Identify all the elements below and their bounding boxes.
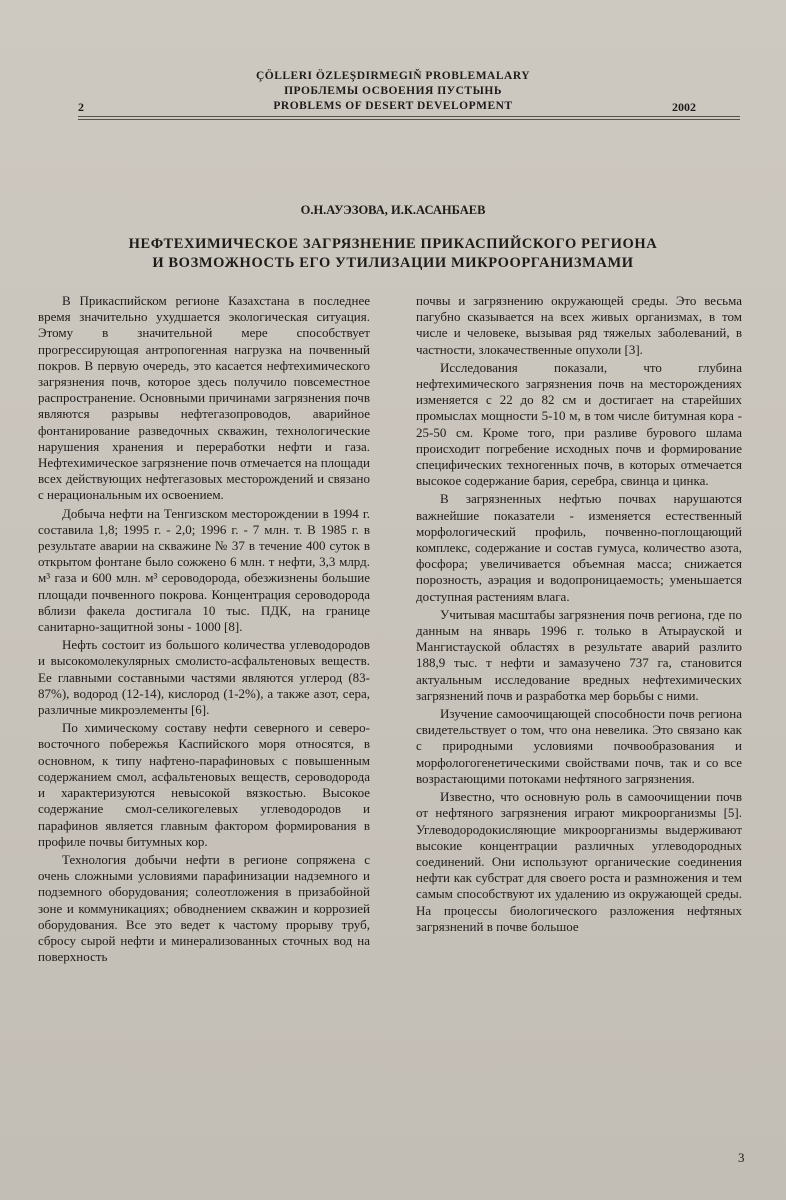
journal-name-russian: ПРОБЛЕМЫ ОСВОЕНИЯ ПУСТЫНЬ	[284, 85, 502, 97]
paragraph: Известно, что основную роль в самоочищении почв от нефтяного загрязнения играют микроорганизмы [5]. Углеводородокисляющие микроорганизмы выдерживают высокие концентрации различных углеводородных соединений. Они используют органические соединения нефти как субстрат для своего роста и размножения и тем самым способствуют их удалению из окружающей среды. На процессы биологического разложения нефтяных загрязнений в почве большое	[416, 789, 742, 934]
right-text-column	[416, 293, 742, 937]
header-rule-top	[78, 116, 740, 117]
paragraph: Технология добычи нефти в регионе сопряжена с очень сложными условиями парафинизации надземного и подземного оборудования; солеотложения в призабойной зоне и коммуникациях; обводнением скважин и коррозией оборудования. Все это ведет к частому прорыву труб, сбросу сырой нефти и минерализованных сточных вод на поверхность	[38, 851, 370, 965]
paragraph: Нефть состоит из большого количества углеводородов и высокомолекулярных смолисто-асфальтеновых веществ. Ее главными составными частями являются углерод (83-87%), водород (12-14), кислород (1-2%), а также азот, сера, различные микроэлементы [6].	[38, 637, 370, 718]
journal-name-turkmen: ÇÖLLERI ÖZLEŞDIRMEGIŇ PROBLEMALARY	[255, 70, 531, 82]
issue-year: 2002	[672, 100, 696, 114]
paragraph: Учитывая масштабы загрязнения почв региона, где по данным на январь 1996 г. только в Атырауской и Мангистауской областях в результате аварий разлито 188,9 тыс. т нефти и замазучено 737 га, становится актуальным исследование вредных нефтехимических загрязнений почв и разработка мер борьбы с ними.	[416, 606, 742, 703]
paragraph: Исследования показали, что глубина нефтехимического загрязнения почв на месторождениях изменяется с 22 до 82 см и достигает на старейших промыслах мощности 5-10 м, в том числе битумная кора - 25-50 см. Кроме того, при разливе бурового шлама происходит погребение исходных почв и формирование специфических техногенных почв, в которых отмечается высокое содержание бария, серебра, свинца и цинка.	[416, 359, 742, 489]
header-rule-bottom	[78, 119, 740, 120]
paragraph: В Прикаспийском регионе Казахстана в последнее время значительно ухудшается экологическая ситуация. Этому в значительной мере способствует прогрессирующая антропогенная нагрузка на почвенный покров. В первую очередь, это касается нефтехимического загрязнения почв, которое здесь получило повсеместное распространение. Основными причинами загрязнения почв являются разрывы нефтегазопроводов, аварийное фонтанирование разведочных скважин, технологические нарушения хранения и переработки нефти и газа. Нефтехимическое загрязнение почв отмечается на площади всех действующих нефтегазовых месторождений и связано с нерациональным их освоением.	[38, 293, 370, 503]
issue-number: 2	[78, 100, 84, 114]
journal-name-english: PROBLEMS OF DESERT DEVELOPMENT	[273, 100, 513, 112]
article-authors: О.Н.АУЭЗОВА, И.К.АСАНБАЕВ	[300, 203, 486, 217]
page-number: 3	[738, 1150, 745, 1165]
paragraph: В загрязненных нефтью почвах нарушаются важнейшие показатели - изменяется естественный морфологический профиль, почвенно-поглощающий комплекс, содержание и состав гумуса, количество азота, фосфора; увеличивается объемная масса; снижается порозность, аэрация и водопроницаемость; уменьшается доступная растениям влага.	[416, 491, 742, 604]
paragraph: По химическому составу нефти северного и северо-восточного побережья Каспийского моря относятся, в основном, к типу нафтено-парафиновых с повышенным содержанием смол, асфальтеновых веществ, сероводорода и характеризуются невысокой вязкостью. Высокое содержание смол-селикогелевых углеводородов и парафинов является главным фактором формирования в профиле почвы битумных кор.	[38, 720, 370, 849]
paragraph: Изучение самоочищающей способности почв региона свидетельствует о том, что она невелика. Это связано как с природными условиями почвообразования и морфологогенетическими свойствами почв, так и со все возрастающими потоками нефтяного загрязнения.	[416, 706, 742, 786]
paragraph-continued: почвы и загрязнению окружающей среды. Это весьма пагубно сказывается на всех живых организмах, в том числе и человеке, вызывая ряд тяжелых заболеваний, в частности, злокачественные опухоли [3].	[416, 293, 742, 357]
paragraph: Добыча нефти на Тенгизском месторождении в 1994 г. составила 1,8; 1995 г. - 2,0; 1996 г. - 7 млн. т. В 1985 г. в результате аварии на скважине № 37 в течение 400 суток в открытом фонтане было сожжено 6 млн. т нефти, 3,3 млрд. м³ газа и 600 млн. м³ сероводорода, обезжизнены большие площади почвенного покрова. Концентрация сероводорода вблизи факела достигала 10 тыс. ПДК, на границе санитарно-защитной зоны - 1000 [8].	[38, 505, 370, 635]
article-title-line-2: И ВОЗМОЖНОСТЬ ЕГО УТИЛИЗАЦИИ МИКРООРГАНИЗМАМИ	[152, 255, 634, 271]
left-text-column	[38, 293, 370, 967]
article-title-line-1: НЕФТЕХИМИЧЕСКОЕ ЗАГРЯЗНЕНИЕ ПРИКАСПИЙСКОГО РЕГИОНА	[128, 236, 658, 252]
